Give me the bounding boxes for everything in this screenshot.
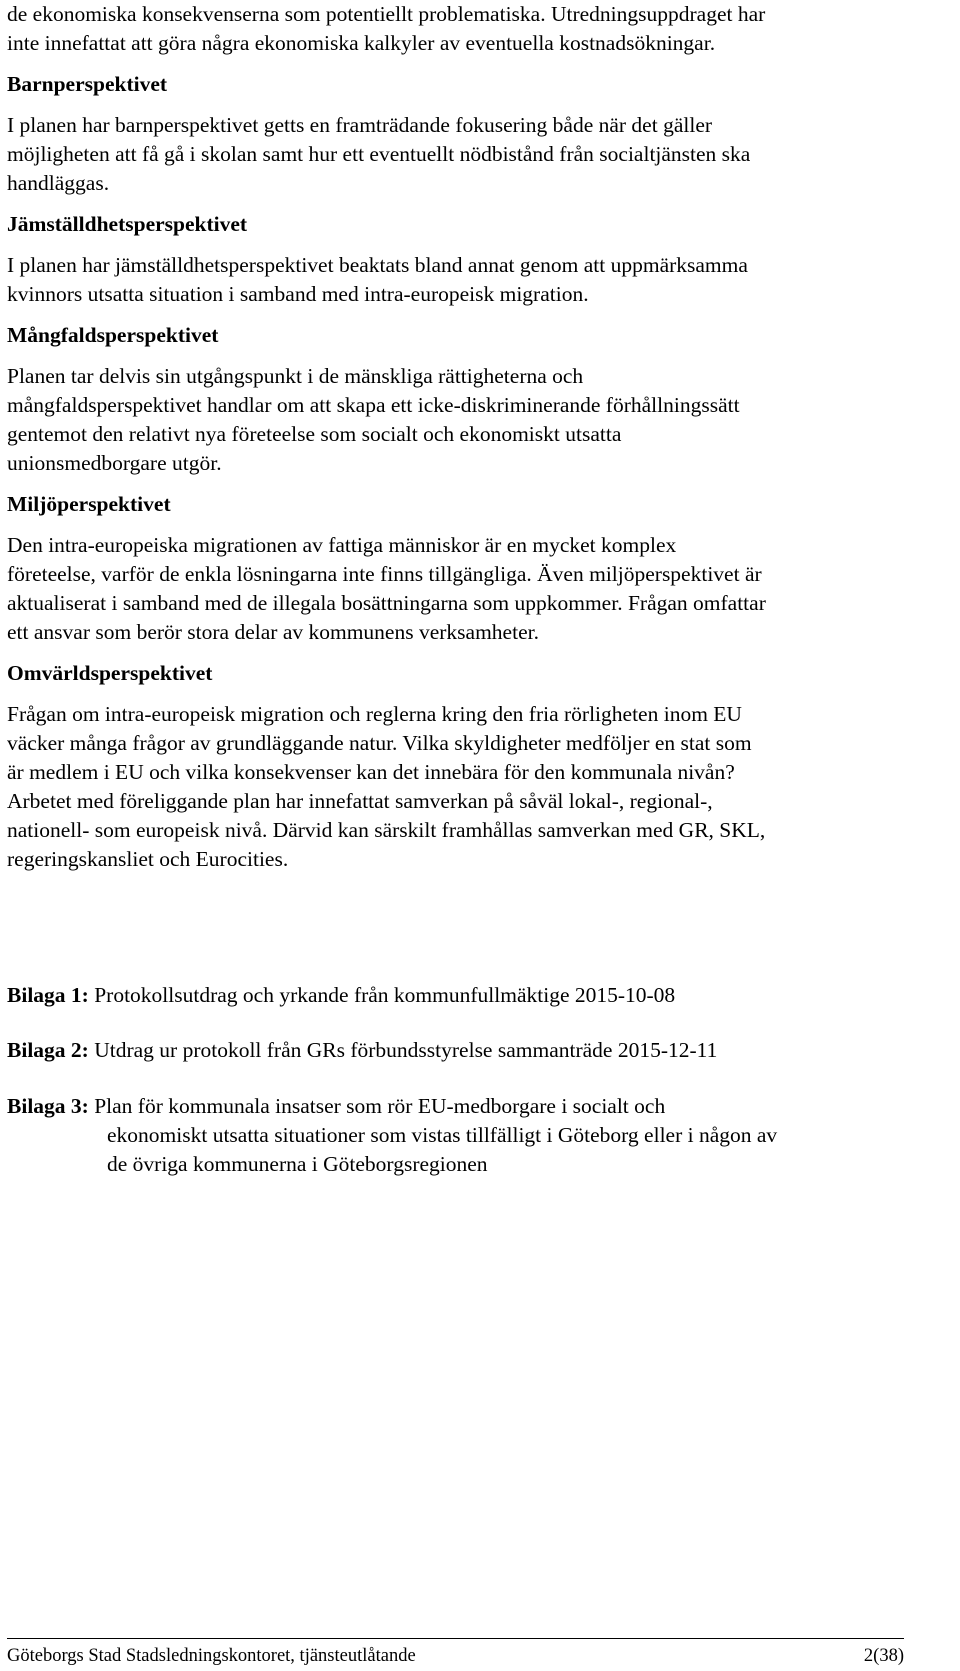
body-text-line: aktualiserat i samband med de illegala bosättningarna som uppkommer. Frågan omfattar bbox=[7, 591, 766, 615]
attachment-label: Bilaga 1: bbox=[7, 983, 89, 1007]
attachment-text-continued: de övriga kommunerna i Göteborgsregionen bbox=[107, 1152, 488, 1176]
section-heading-omvarldsperspektivet: Omvärldsperspektivet bbox=[7, 661, 213, 685]
footer-divider bbox=[7, 1638, 904, 1639]
body-text-line: nationell- som europeisk nivå. Därvid kan särskilt framhållas samverkan med GR, SKL, bbox=[7, 818, 766, 842]
attachment-text: Protokollsutdrag och yrkande från kommunfullmäktige 2015-10-08 bbox=[94, 983, 676, 1007]
body-text-line: är medlem i EU och vilka konsekvenser kan det innebära för den kommunala nivån? bbox=[7, 760, 735, 784]
body-text-line: regeringskansliet och Eurocities. bbox=[7, 847, 289, 871]
attachment-label: Bilaga 2: bbox=[7, 1038, 89, 1062]
body-text-line: unionsmedborgare utgör. bbox=[7, 451, 222, 475]
body-text-line: Planen tar delvis sin utgångspunkt i de mänskliga rättigheterna och bbox=[7, 364, 584, 388]
body-text-line: Arbetet med föreliggande plan har innefattat samverkan på såväl lokal-, regional-, bbox=[7, 789, 713, 813]
attachment-text-continued: ekonomiskt utsatta situationer som vistas tillfälligt i Göteborg eller i någon av bbox=[107, 1123, 778, 1147]
body-text-line: möjligheten att få gå i skolan samt hur ett eventuellt nödbistånd från socialtjänsten ska bbox=[7, 142, 751, 166]
body-text-line: I planen har jämställdhetsperspektivet beaktats bland annat genom att uppmärksamma bbox=[7, 253, 748, 277]
body-text-line: handläggas. bbox=[7, 171, 110, 195]
body-text-line: inte innefattat att göra några ekonomiska kalkyler av eventuella kostnadsökningar. bbox=[7, 31, 716, 55]
attachment-text: Plan för kommunala insatser som rör EU-medborgare i socialt och bbox=[94, 1094, 666, 1118]
section-heading-mangfaldsperspektivet: Mångfaldsperspektivet bbox=[7, 323, 219, 347]
body-text-line: kvinnors utsatta situation i samband med intra-europeisk migration. bbox=[7, 282, 589, 306]
body-text-line: Frågan om intra-europeisk migration och reglerna kring den fria rörligheten inom EU bbox=[7, 702, 742, 726]
attachment-3 bbox=[7, 1092, 665, 1121]
attachment-text: Utdrag ur protokoll från GRs förbundsstyrelse sammanträde 2015-12-11 bbox=[94, 1038, 718, 1062]
section-heading-miljoperspektivet: Miljöperspektivet bbox=[7, 492, 171, 516]
footer-page-number: 2(38) bbox=[863, 1646, 904, 1666]
body-text-line: de ekonomiska konsekvenserna som potentiellt problematiska. Utredningsuppdraget har bbox=[7, 2, 766, 26]
attachment-label: Bilaga 3: bbox=[7, 1094, 89, 1118]
section-heading-jamstalldhetsperspektivet: Jämställdhetsperspektivet bbox=[7, 212, 248, 236]
attachment-1 bbox=[7, 981, 675, 1010]
body-text-line: mångfaldsperspektivet handlar om att skapa ett icke-diskriminerande förhållningssätt bbox=[7, 393, 740, 417]
body-text-line: Den intra-europeiska migrationen av fattiga människor är en mycket komplex bbox=[7, 533, 677, 557]
body-text-line: väcker många frågor av grundläggande natur. Vilka skyldigheter medföljer en stat som bbox=[7, 731, 752, 755]
section-heading-barnperspektivet: Barnperspektivet bbox=[7, 72, 168, 96]
attachment-2 bbox=[7, 1036, 717, 1065]
footer-document-title: Göteborgs Stad Stadsledningskontoret, tjänsteutlåtande bbox=[7, 1646, 416, 1666]
body-text-line: I planen har barnperspektivet getts en framträdande fokusering både när det gäller bbox=[7, 113, 713, 137]
body-text-line: gentemot den relativt nya företeelse som socialt och ekonomiskt utsatta bbox=[7, 422, 622, 446]
body-text-line: företeelse, varför de enkla lösningarna inte finns tillgängliga. Även miljöperspektivet är bbox=[7, 562, 762, 586]
body-text-line: ett ansvar som berör stora delar av kommunens verksamheter. bbox=[7, 620, 539, 644]
